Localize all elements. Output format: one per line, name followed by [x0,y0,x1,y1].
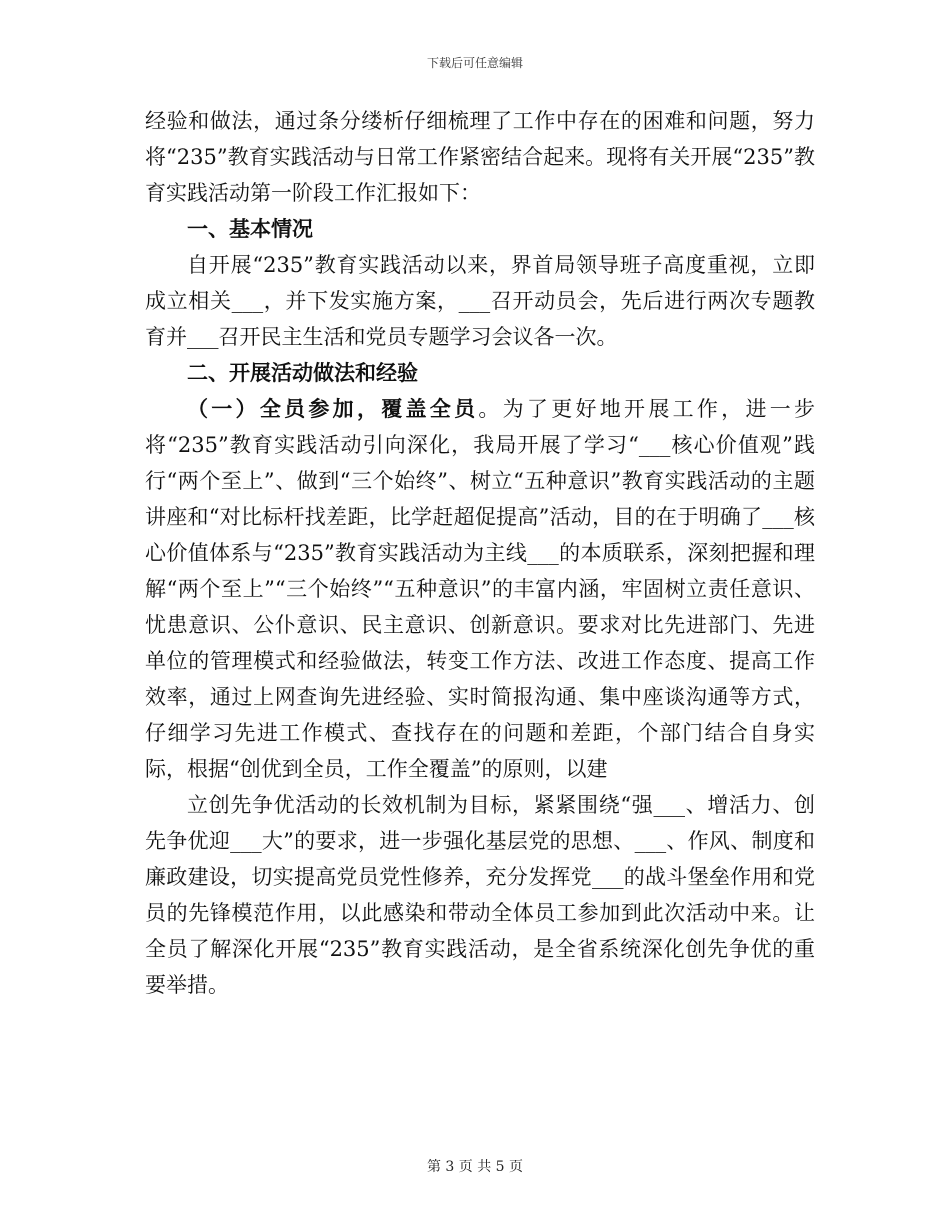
page-footer: 第 3 页 共 5 页 [426,1159,524,1175]
paragraph-lead-title: （一）全员参加，覆盖全员 [187,396,479,421]
paragraph-intro: 经验和做法，通过条分缕析仔细梳理了工作中存在的困难和问题，努力将“235”教育实践活动与日常工作紧密结合起来。现将有关开展“235”教育实践活动第一阶段工作汇报如下： [145,109,815,205]
paragraph-long-term-mechanism: 立创先争优活动的长效机制为目标，紧紧围绕“强___、增活力、创先争优迎___大”的要求，进一步强化基层党的思想、___、作风、制度和廉政建设，切实提高党员党性修养，充分发挥党___的战斗堡垒作用和党员的先锋模范作用，以此感染和带动全体员工参加到此次活动中来。让全员了解深化开展“235”教育实践活动，是全省系统深化创先争优的重要举措。 [145,793,815,997]
paragraph-basic-situation: 自开展“235”教育实践活动以来，界首局领导班子高度重视，立即成立相关___，并下发实施方案，___召开动员会，先后进行两次专题教育并___召开民主生活和党员专题学习会议各一次。 [145,253,815,349]
section-heading-basic: 一、基本情况 [187,216,313,241]
section-heading-activities: 二、开展活动做法和经验 [187,360,418,385]
paragraph-full-participation-body: 。为了更好地开展工作，进一步将“235”教育实践活动引向深化，我局开展了学习“___核心价值观”践行“两个至上”、做到“三个始终”、树立“五种意识”教育实践活动的主题讲座和“对比标杆找差距，比学赶超促提高”活动，目的在于明确了___核心价值体系与“235”教育实践活动为主线___的本质联系，深刻把握和理解“两个至上”“三个始终”“五种意识”的丰富内涵，牢固树立责任意识、忧患意识、公仆意识、民主意识、创新意识。要求对比先进部门、先进单位的管理模式和经验做法，转变工作方法、改进工作态度、提高工作效率，通过上网查询先进经验、实时简报沟通、集中座谈沟通等方式，仔细学习先进工作模式、查找存在的问题和差距，个部门结合自身实际，根据“创优到全员，工作全覆盖”的原则，以建 [145,397,815,781]
document-body [145,103,815,1003]
paragraph-full-participation [145,391,815,787]
header-note: 下载后可任意编辑 [426,56,523,70]
